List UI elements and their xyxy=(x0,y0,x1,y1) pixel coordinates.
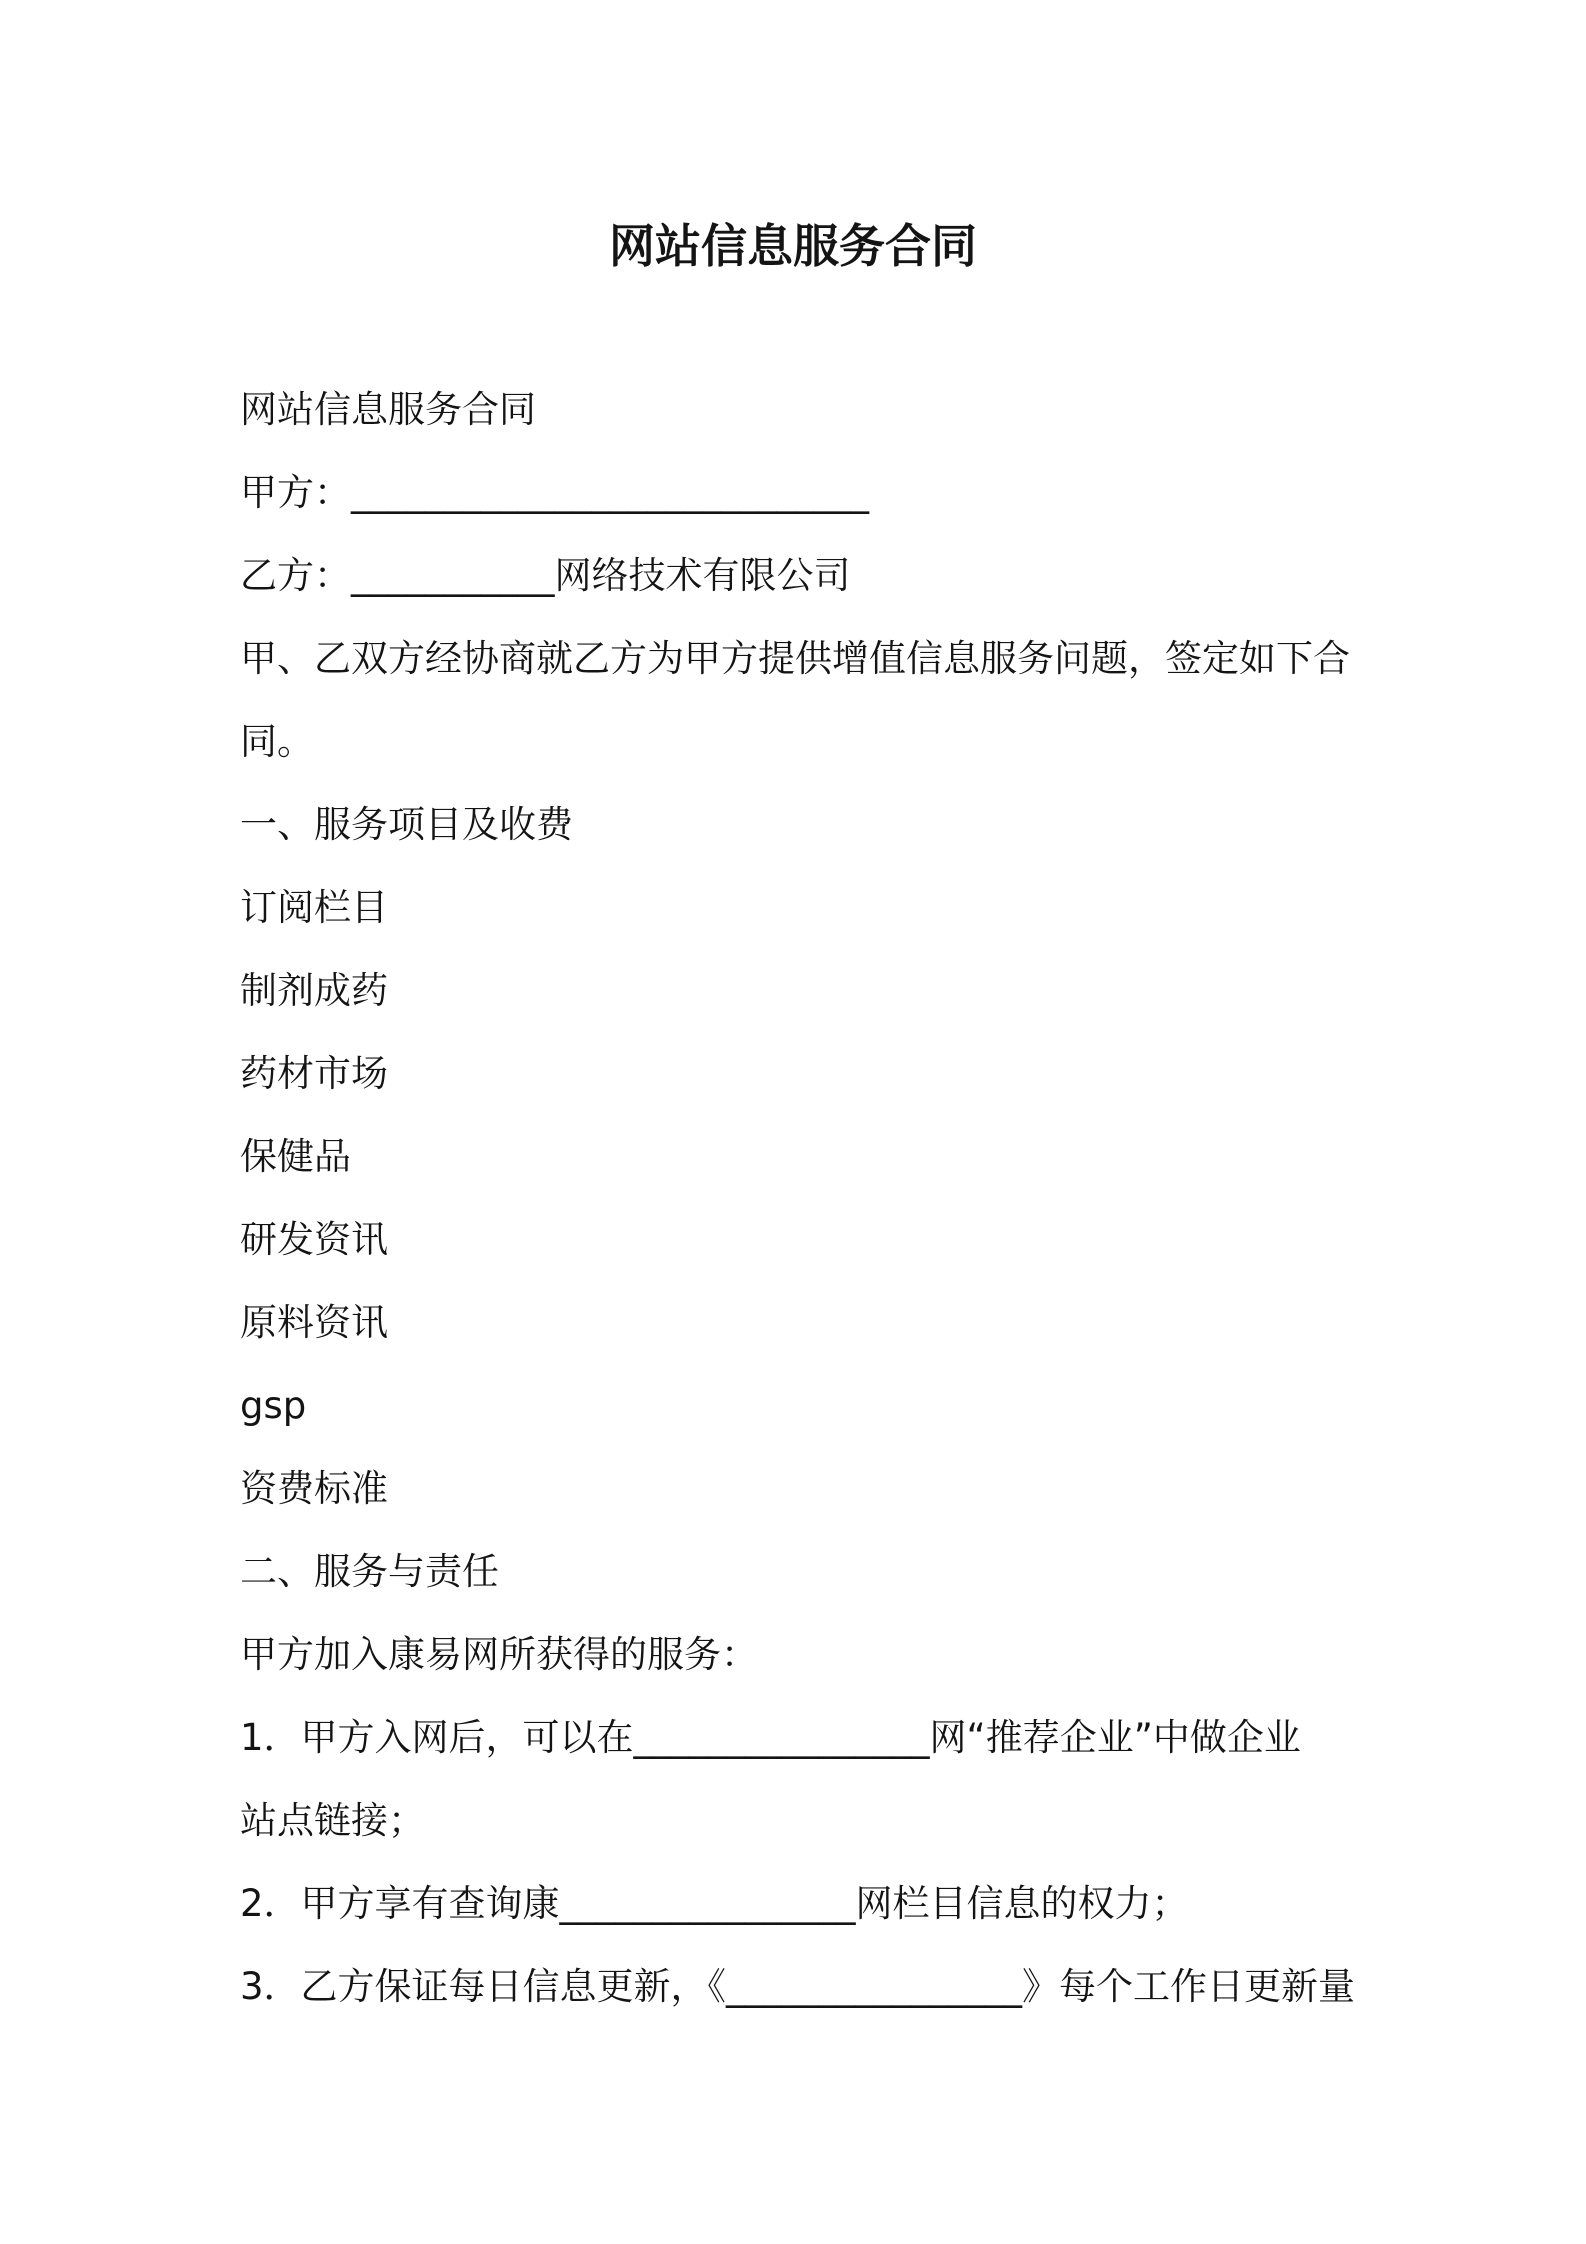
fee-standard-label: 资费标准 xyxy=(240,1467,388,1510)
service-item: 保健品 xyxy=(240,1135,351,1178)
document-title: 网站信息服务合同 xyxy=(609,219,977,273)
contract-name-line: 网站信息服务合同 xyxy=(240,388,536,431)
section-1 xyxy=(240,783,1360,1530)
clause-1 xyxy=(240,1696,1360,1862)
party-b-line: 乙方：___________网络技术有限公司 xyxy=(240,554,851,597)
clause-3: 3．乙方保证每日信息更新，《________________》每个工作日更新量 xyxy=(240,1965,1356,2008)
section-2-heading: 二、服务与责任 xyxy=(240,1550,499,1593)
document-body xyxy=(240,368,1360,2028)
service-item: 制剂成药 xyxy=(240,969,388,1012)
intro-line: 甲、乙双方经协商就乙方为甲方提供增值信息服务问题，签定如下合 xyxy=(240,637,1350,680)
service-item: 订阅栏目 xyxy=(240,886,388,929)
clause-2: 2．甲方享有查询康________________网栏目信息的权力； xyxy=(240,1882,1189,1925)
service-item: gsp xyxy=(240,1384,307,1427)
section-2 xyxy=(240,1530,1360,2028)
service-item: 研发资讯 xyxy=(240,1218,388,1261)
section-1-heading: 一、服务项目及收费 xyxy=(240,803,573,846)
service-item: 药材市场 xyxy=(240,1052,388,1095)
clause-line: 站点链接； xyxy=(240,1799,425,1842)
party-a-line: 甲方：____________________________ xyxy=(240,471,869,514)
intro-paragraph xyxy=(240,617,1360,783)
service-item: 原料资讯 xyxy=(240,1301,388,1344)
clause-line: 1．甲方入网后，可以在________________网“推荐企业”中做企业 xyxy=(240,1716,1301,1759)
intro-line: 同。 xyxy=(240,720,314,763)
section-2-lead: 甲方加入康易网所获得的服务： xyxy=(240,1633,758,1676)
